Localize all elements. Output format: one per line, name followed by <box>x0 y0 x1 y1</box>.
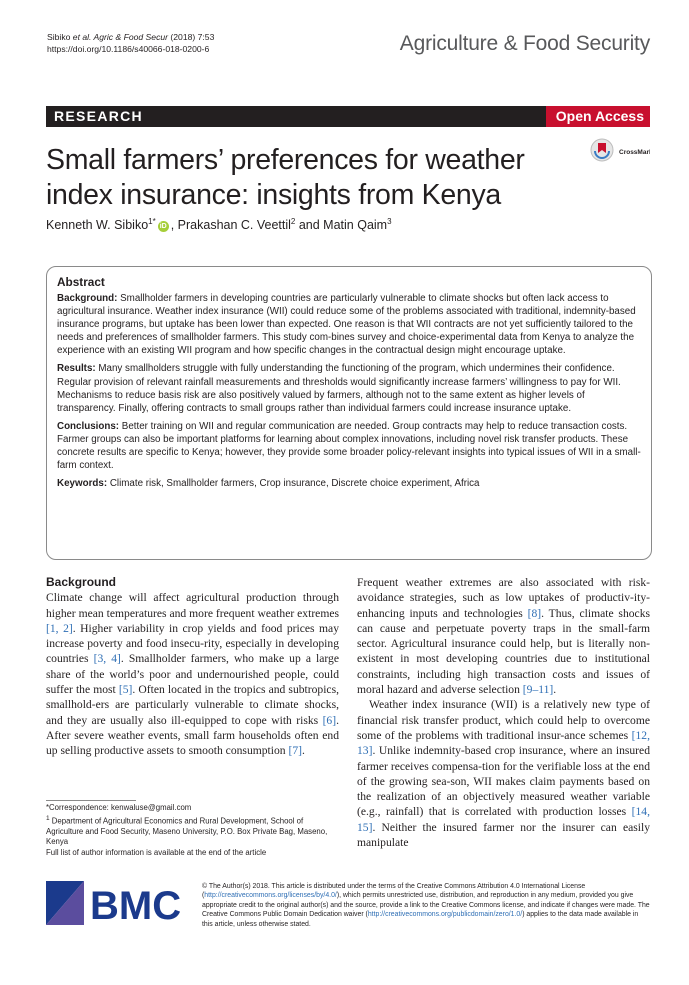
bmc-logo <box>46 877 196 929</box>
bmc-logo-icon <box>46 877 196 929</box>
footnote-divider <box>46 800 136 801</box>
body-paragraph: Weather index insurance (WII) is a relatively new type of financial risk transfer product, which could help to overcome some of the problems with traditional insur-ance schemes [12, 13]. Unlike indemnity-based crop insurance, where an insured farmer receives compensa-tion for the verifiable loss at the end of the growing sea-son, WII makes claim payments based on the realization of an objectively measured weather variable (e.g., rainfall) that is correlated with production losses [14, 15]. Neither the insured farmer nor the insurer can easily manipulate <box>357 698 650 850</box>
license-statement: © The Author(s) 2018. This article is distributed under the terms of the Creative Commons Attribution 4.0 International License (http://creativecommons.org/licenses/by/4.0/), which permits unrestricted use, distribution, and reproduction in any medium, provided you give appropriate credit to the original author(s) and the source, provide a link to the Creative Commons license, and indicate if changes were made. The Creative Commons Public Domain Dedication waiver (http://creativecommons.org/publicdomain/zero/1.0/) applies to the data made available in this article, unless otherwise stated. <box>202 883 650 928</box>
body-paragraph: Frequent weather extremes are also associated with risk-avoidance strategies, such as low uptakes of productiv-ity-enhancing inputs and technologies [8]. Thus, climate shocks can cause and perpetuate poverty traps in the small-farm sector. Agricultural insurance could help, but is literally non-existent in most developing countries due to institutional constraints, including high transaction costs and issues of moral hazard and adverse selection [9–11]. <box>357 576 650 697</box>
section-banner <box>46 106 650 127</box>
bmc-logo-text: BMC <box>90 884 182 928</box>
license-link[interactable]: http://creativecommons.org/licenses/by/4.0/ <box>204 892 337 900</box>
abstract-keywords: Keywords: Climate risk, Smallholder farmers, Crop insurance, Discrete choice experiment, Africa <box>57 478 480 490</box>
citation-link[interactable]: [6] <box>322 713 337 727</box>
doi-link[interactable]: https://doi.org/10.1186/s40066-018-0200-6 <box>47 44 210 54</box>
citation-link[interactable]: [1, 2] <box>46 621 73 635</box>
author-list: Kenneth W. Sibiko$^{1*}$iD , Prakashan C. Veettil$^2$ and Matin Qaim$^3$ <box>46 217 392 233</box>
citation-link[interactable]: [14, 15] <box>357 805 650 834</box>
section-heading-background: Background <box>46 575 117 589</box>
abstract-background: Background: Smallholder farmers in developing countries are particularly vulnerable to climate shocks but often lack access to agricultural insurance. Weather index insurance (WII) could reduce some of the problems associated with traditional, indemnity-based insurance programs, but uptake has been lower than expected. One reason is that WII contracts are not yet sufficiently tailored to the needs and preferences of smallholder farmers. This study com-bines survey and choice-experimental data from Kenya to analyze the experience with an existing WII program and how specific changes in the contractual design might encourage uptake. <box>57 293 636 357</box>
citation-link[interactable]: [9–11] <box>522 683 554 697</box>
article-citation <box>47 31 214 55</box>
journal-name: Agriculture & Food Security <box>399 32 650 55</box>
affiliation: $^1$ Department of Agricultural Economics and Rural Development, School of Agriculture and Food Security, Maseno University, P.O. Box Private Bag, Maseno, Kenya <box>46 814 328 847</box>
crossmark-label: CrossMark <box>619 149 650 156</box>
footnote <box>46 803 339 859</box>
citation-link[interactable]: [12, 13] <box>357 728 650 758</box>
citation-link[interactable]: [8] <box>527 606 542 620</box>
author-name[interactable]: and Matin Qaim <box>295 218 388 233</box>
author-info-note: Full list of author information is available at the end of the article <box>46 847 267 857</box>
citation-line: Sibiko et al. Agric & Food Secur (2018) 7:53 <box>47 32 215 42</box>
body-paragraph: Climate change will affect agricultural production through higher mean temperatures and more frequent weather extremes [1, 2]. Higher variability in crop yields and food prices may increase poverty and food insecu-rity, especially in developing countries [3, 4]. Smallholder farmers, who make up a large share of the world’s poor and undernourished people, could suffer the most [5]. Often located in the tropics and subtropics, smallhold-ers are particularly vulnerable to climate shocks, and they are usually also ill-equipped to cope with risks [6]. After severe weather events, small farm households often end up selling productive assets to smooth consumption [7]. <box>46 591 340 758</box>
waiver-link[interactable]: http://creativecommons.org/publicdomain/zero/1.0/ <box>367 911 523 919</box>
crossmark-badge[interactable] <box>586 136 650 170</box>
citation-link[interactable]: [7] <box>288 744 303 758</box>
author-name[interactable]: Kenneth W. Sibiko <box>46 218 149 233</box>
author-name[interactable]: , Prakashan C. Veettil <box>170 218 291 233</box>
abstract-heading: Abstract <box>57 275 105 289</box>
abstract-results: Results: Many smallholders struggle with fully understanding the functioning of the program, which undermines their confidence. Regular provision of relevant rainfall measurements and thresholds would significantly increase farmers’ willingness to pay for WII. Mechanisms to reduce basis risk are also positively valued by farmers, although not to the same extent as higher levels of transparency. Finally, offering contracts to small groups rather than individual farmers could increase insurance uptake. <box>57 363 621 414</box>
section-label: RESEARCH <box>54 108 143 124</box>
citation-link[interactable]: [3, 4] <box>93 652 121 666</box>
crossmark-icon <box>586 136 650 170</box>
orcid-icon[interactable]: iD <box>159 223 167 231</box>
article-title: Small farmers’ preferences for weather index insurance: insights from Kenya <box>46 144 525 211</box>
abstract-conclusions: Conclusions: Better training on WII and regular communication are needed. Group contracts may help to reduce transaction costs. Farmer groups can also be important platforms for learning about complex innovations, including novel risk transfer products. These concrete results are specific to Kenya; however, they provide some broader policy-relevant insights into typical issues of WII in a small-farm context. <box>57 420 641 472</box>
body-column-left <box>46 575 339 759</box>
open-access-badge: Open Access <box>546 106 650 127</box>
correspondence: *Correspondence: kenwaluse@gmail.com <box>46 803 192 812</box>
abstract-box <box>46 266 652 560</box>
citation-link[interactable]: [5] <box>118 683 133 697</box>
body-column-right <box>357 575 650 850</box>
